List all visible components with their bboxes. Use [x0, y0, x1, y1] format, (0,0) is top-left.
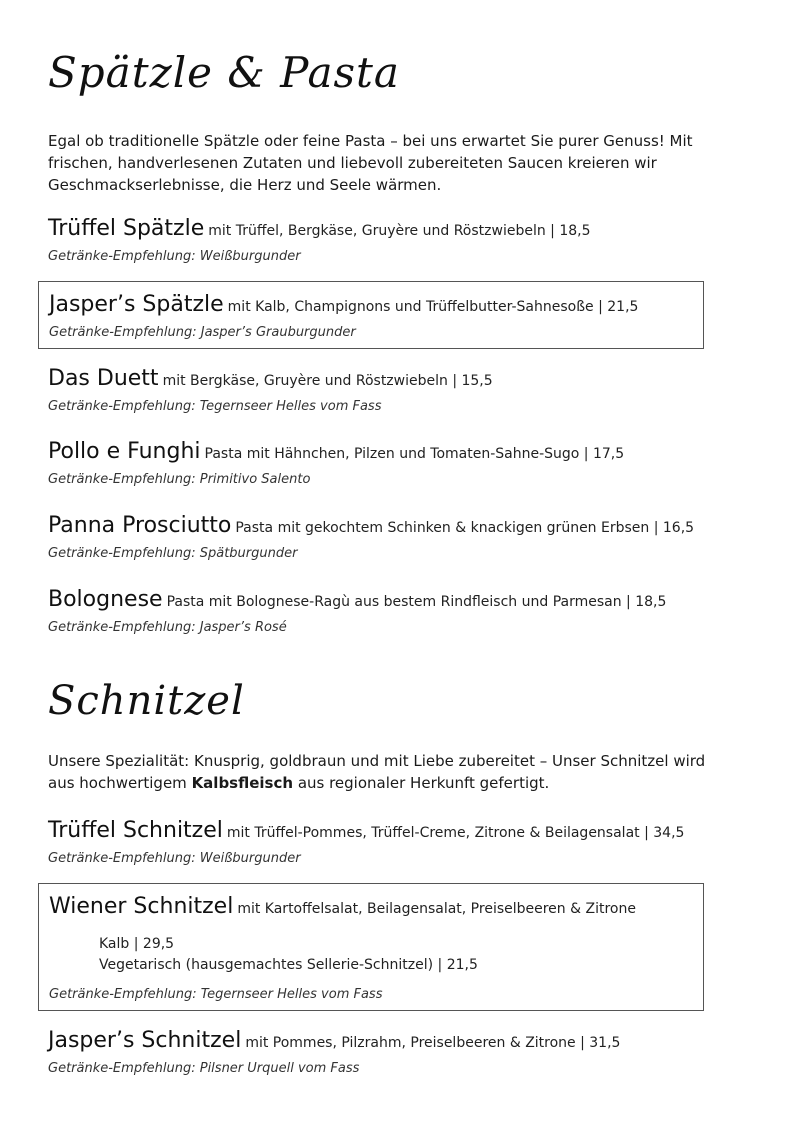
menu-item-bolognese — [48, 585, 708, 637]
item-description: Pasta mit gekochtem Schinken & knackigen grünen Erbsen | 16,5 — [235, 520, 695, 536]
item-variants — [99, 934, 693, 976]
drink-recommendation: Getränke-Empfehlung: Tegernseer Helles vom Fass — [49, 987, 383, 1002]
drink-recommendation: Getränke-Empfehlung: Jasper’s Grauburgunder — [49, 325, 356, 340]
variant-vegetarisch: Vegetarisch (hausgemachtes Sellerie-Schnitzel) | 21,5 — [99, 957, 478, 973]
item-name: Jasper’s Schnitzel — [48, 1028, 242, 1053]
item-description: Pasta mit Bolognese-Ragù aus bestem Rindfleisch und Parmesan | 18,5 — [166, 594, 667, 610]
menu-item-trueffel-schnitzel — [48, 816, 708, 868]
intro-text: Unsere Spezialität: Knusprig, goldbraun und mit Liebe zubereitet – Unser Schnitzel wird aus hochwertigem — [48, 752, 706, 792]
section-intro-spaetzle-pasta: Egal ob traditionelle Spätzle oder feine Pasta – bei uns erwartet Sie purer Genuss! Mit frischen, handverlesenen Zutaten und liebevoll zubereiteten Saucen kreieren wir Geschmackserlebnisse, die Herz und Seele wärmen. — [48, 132, 693, 194]
drink-recommendation: Getränke-Empfehlung: Primitivo Salento — [48, 472, 311, 487]
item-description: mit Bergkäse, Gruyère und Röstzwiebeln | 15,5 — [162, 373, 493, 389]
item-description: mit Trüffel-Pommes, Trüffel-Creme, Zitrone & Beilagensalat | 34,5 — [226, 825, 685, 841]
menu-item-wiener-schnitzel — [38, 883, 704, 1011]
item-description: Pasta mit Hähnchen, Pilzen und Tomaten-Sahne-Sugo | 17,5 — [204, 446, 625, 462]
item-name: Trüffel Schnitzel — [48, 818, 223, 843]
menu-item-das-duett — [48, 364, 708, 416]
item-description: mit Kartoffelsalat, Beilagensalat, Preiselbeeren & Zitrone — [237, 901, 636, 917]
intro-bold-text: Kalbsfleisch — [191, 774, 294, 792]
item-name: Trüffel Spätzle — [48, 216, 205, 241]
menu-item-jaspers-spaetzle — [38, 281, 704, 349]
item-description: mit Pommes, Pilzrahm, Preiselbeeren & Zitrone | 31,5 — [245, 1035, 621, 1051]
item-name: Wiener Schnitzel — [49, 894, 234, 919]
item-name: Das Duett — [48, 366, 159, 391]
menu-item-jaspers-schnitzel — [48, 1026, 708, 1078]
menu-item-panna-prosciutto — [48, 511, 708, 563]
item-name: Panna Prosciutto — [48, 513, 232, 538]
section-title-schnitzel: Schnitzel — [48, 678, 245, 724]
menu-item-pollo-e-funghi — [48, 437, 708, 489]
menu-item-trueffel-spaetzle — [48, 214, 708, 266]
intro-text-end: aus regionaler Herkunft gefertigt. — [293, 774, 550, 792]
drink-recommendation: Getränke-Empfehlung: Weißburgunder — [48, 249, 301, 264]
drink-recommendation: Getränke-Empfehlung: Spätburgunder — [48, 546, 298, 561]
section-title-spaetzle-pasta: Spätzle & Pasta — [48, 48, 400, 97]
drink-recommendation: Getränke-Empfehlung: Pilsner Urquell vom Fass — [48, 1061, 360, 1076]
item-name: Jasper’s Spätzle — [49, 292, 224, 317]
item-name: Bolognese — [48, 587, 163, 612]
drink-recommendation: Getränke-Empfehlung: Weißburgunder — [48, 851, 301, 866]
item-name: Pollo e Funghi — [48, 439, 201, 464]
drink-recommendation: Getränke-Empfehlung: Tegernseer Helles vom Fass — [48, 399, 382, 414]
item-description: mit Kalb, Champignons und Trüffelbutter-Sahnesoße | 21,5 — [227, 299, 639, 315]
item-description: mit Trüffel, Bergkäse, Gruyère und Röstzwiebeln | 18,5 — [208, 223, 591, 239]
section-intro-schnitzel — [48, 750, 708, 794]
variant-kalb: Kalb | 29,5 — [99, 936, 175, 952]
drink-recommendation: Getränke-Empfehlung: Jasper’s Rosé — [48, 620, 287, 635]
